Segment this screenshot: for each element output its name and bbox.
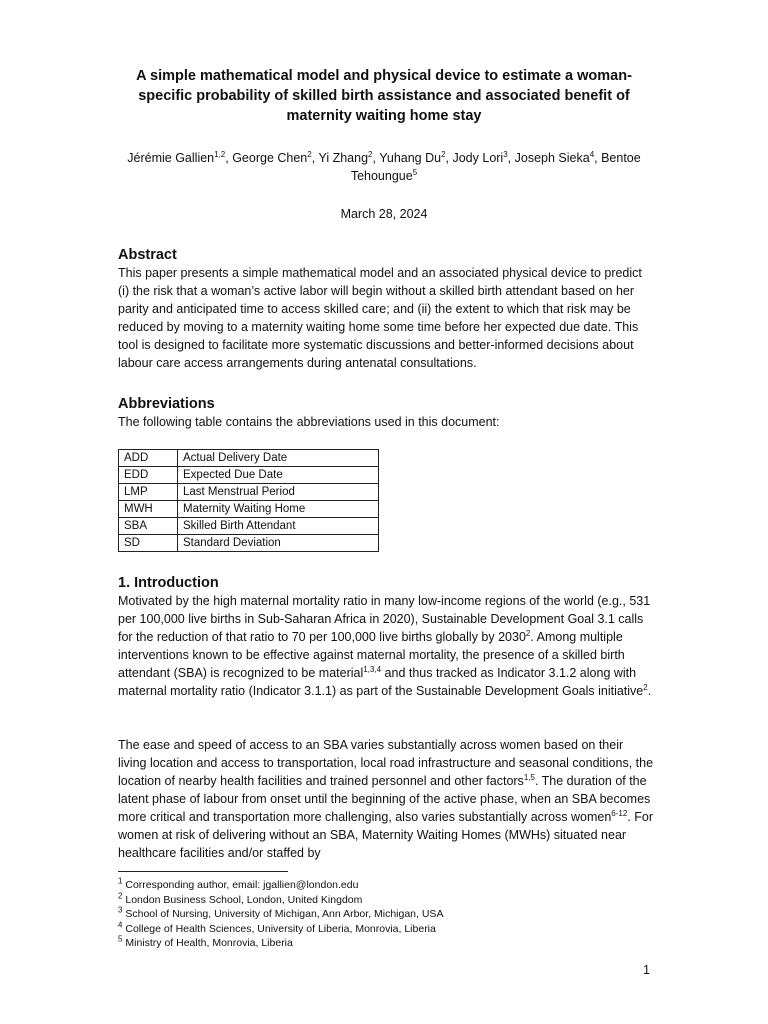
abbreviations-heading: Abbreviations bbox=[118, 396, 215, 412]
abbreviations-intro: The following table contains the abbreviations used in this document: bbox=[118, 415, 500, 429]
author-name: Bentoe Tehoungue bbox=[350, 151, 641, 183]
footnote-number: 2 bbox=[118, 891, 123, 901]
abstract-text: This paper presents a simple mathematical model and an associated physical device to predict (i) the risk that a woman’s active labor will begin without a skilled birth attendant based on her parity and anticipated time to access skilled care; and (ii) the extent to which that risk may be reduced by moving to a maternity waiting home some time before her expected due date. This tool is designed to facilitate more systematic discussions and better-informed decisions about labour care access arrangements during antenatal consultations. bbox=[118, 266, 642, 370]
abbreviation-row bbox=[119, 450, 379, 467]
abbreviation-meaning: Skilled Birth Attendant bbox=[178, 518, 379, 535]
text-run: . The duration of the latent phase of labour from onset until the beginning of the active phase, when an SBA becomes more critical and transportation more challenging, also varies substantially across women bbox=[118, 774, 651, 824]
footnote-rule bbox=[118, 871, 288, 872]
author-affiliation: 2 bbox=[307, 149, 312, 159]
footnote-number: 5 bbox=[118, 934, 123, 944]
citation-ref: 2 bbox=[643, 682, 648, 692]
footnote-number: 4 bbox=[118, 920, 123, 930]
abbreviation-code: MWH bbox=[119, 501, 178, 518]
author-name: Yi Zhang bbox=[318, 151, 369, 165]
footnote-text: Ministry of Health, Monrovia, Liberia bbox=[125, 937, 293, 950]
abbreviation-meaning: Expected Due Date bbox=[178, 467, 379, 484]
author-name: Yuhang Du bbox=[379, 151, 442, 165]
author-name: George Chen bbox=[232, 151, 308, 165]
abstract-heading: Abstract bbox=[118, 247, 177, 263]
footnote-number: 1 bbox=[118, 876, 123, 886]
author-affiliation: 2 bbox=[368, 149, 373, 159]
footnote-item bbox=[118, 893, 443, 908]
footnote-text: College of Health Sciences, University of Liberia, Monrovia, Liberia bbox=[125, 922, 436, 935]
citation-ref: 6-12 bbox=[611, 808, 628, 818]
author-name: Joseph Sieka bbox=[514, 151, 590, 165]
text-run: . bbox=[647, 684, 652, 698]
citation-ref: 1,5 bbox=[523, 772, 535, 782]
abbreviation-row bbox=[119, 501, 379, 518]
author-affiliation: 1,2 bbox=[214, 149, 226, 159]
footnote-item bbox=[118, 907, 443, 922]
introduction-paragraph-1 bbox=[118, 592, 654, 700]
footnote-text: London Business School, London, United Kingdom bbox=[125, 893, 363, 906]
abbreviation-code: ADD bbox=[119, 450, 178, 467]
abbreviation-meaning: Actual Delivery Date bbox=[178, 450, 379, 467]
abbreviation-code: SBA bbox=[119, 518, 178, 535]
author-affiliation: 3 bbox=[503, 149, 508, 159]
footnote-number: 3 bbox=[118, 905, 123, 915]
text-run: and thus tracked as Indicator 3.1.2 along with maternal mortality ratio (Indicator 3.1.1) as part of the Sustainable Development Goals initiative bbox=[118, 666, 644, 698]
author-affiliation: 5 bbox=[412, 167, 418, 177]
abbreviation-code: EDD bbox=[119, 467, 178, 484]
footnote-item bbox=[118, 936, 443, 951]
abbreviations-table bbox=[118, 449, 379, 552]
author-affiliation: 2 bbox=[441, 149, 446, 159]
text-run: . For women at risk of delivering without an SBA, Maternity Waiting Homes (MWHs) situated near healthcare facilities and/or staffed by bbox=[118, 810, 654, 860]
author-list: Jérémie Gallien$^{1,2}$, George Chen$^2$, Yi Zhang$^2$, Yuhang Du$^2$, Jody Lori$^3$, Joseph Sieka$^4$, Bentoe Tehoungue$^5$ bbox=[127, 149, 641, 183]
abbreviation-meaning: Maternity Waiting Home bbox=[178, 501, 379, 518]
text-run: . Among multiple interventions known to be effective against maternal mortality, the presence of a skilled birth attendant (SBA) is recognized to be material bbox=[118, 630, 625, 680]
citation-ref: 2 bbox=[525, 628, 531, 638]
citation-ref: 1,3,4 bbox=[363, 664, 382, 674]
abbreviation-code: LMP bbox=[119, 484, 178, 501]
introduction-heading: 1. Introduction bbox=[118, 575, 219, 591]
footnote-text: Corresponding author, email: jgallien@london.edu bbox=[125, 879, 359, 891]
page-number: 1 bbox=[643, 963, 650, 977]
abbreviation-row bbox=[119, 518, 379, 535]
introduction-paragraph-2 bbox=[118, 736, 654, 862]
footnote-item bbox=[118, 878, 443, 893]
text-run: Motivated by the high maternal mortality ratio in many low-income regions of the world (e.g., 531 per 100,000 live births in Sub-Saharan Africa in 2020), Sustainable Development Goal 3.1 calls for the reduction of that ratio to 70 per 100,000 live births globally by 2030 bbox=[118, 594, 651, 644]
author-name: Jody Lori bbox=[452, 151, 504, 165]
footnote-text: School of Nursing, University of Michigan, Ann Arbor, Michigan, USA bbox=[125, 908, 444, 921]
author-affiliation: 4 bbox=[589, 149, 595, 159]
abbreviation-row bbox=[119, 484, 379, 501]
abbreviation-row bbox=[119, 467, 379, 484]
publication-date: March 28, 2024 bbox=[340, 207, 428, 221]
text-run: The ease and speed of access to an SBA varies substantially across women based on their living location and access to transportation, local road infrastructure and seasonal conditions, the location of nearby health facilities and trained personnel and other factors bbox=[118, 738, 654, 788]
abbreviation-meaning: Standard Deviation bbox=[178, 535, 379, 552]
footnotes bbox=[118, 878, 443, 951]
author-name: Jérémie Gallien bbox=[127, 151, 215, 165]
abbreviation-row bbox=[119, 535, 379, 552]
footnote-item bbox=[118, 922, 443, 937]
abbreviation-meaning: Last Menstrual Period bbox=[178, 484, 379, 501]
abbreviation-code: SD bbox=[119, 535, 178, 552]
paper-title: A simple mathematical model and physical device to estimate a woman-specific probability of skilled birth assistance and associated benefit of maternity waiting home stay bbox=[136, 68, 632, 124]
